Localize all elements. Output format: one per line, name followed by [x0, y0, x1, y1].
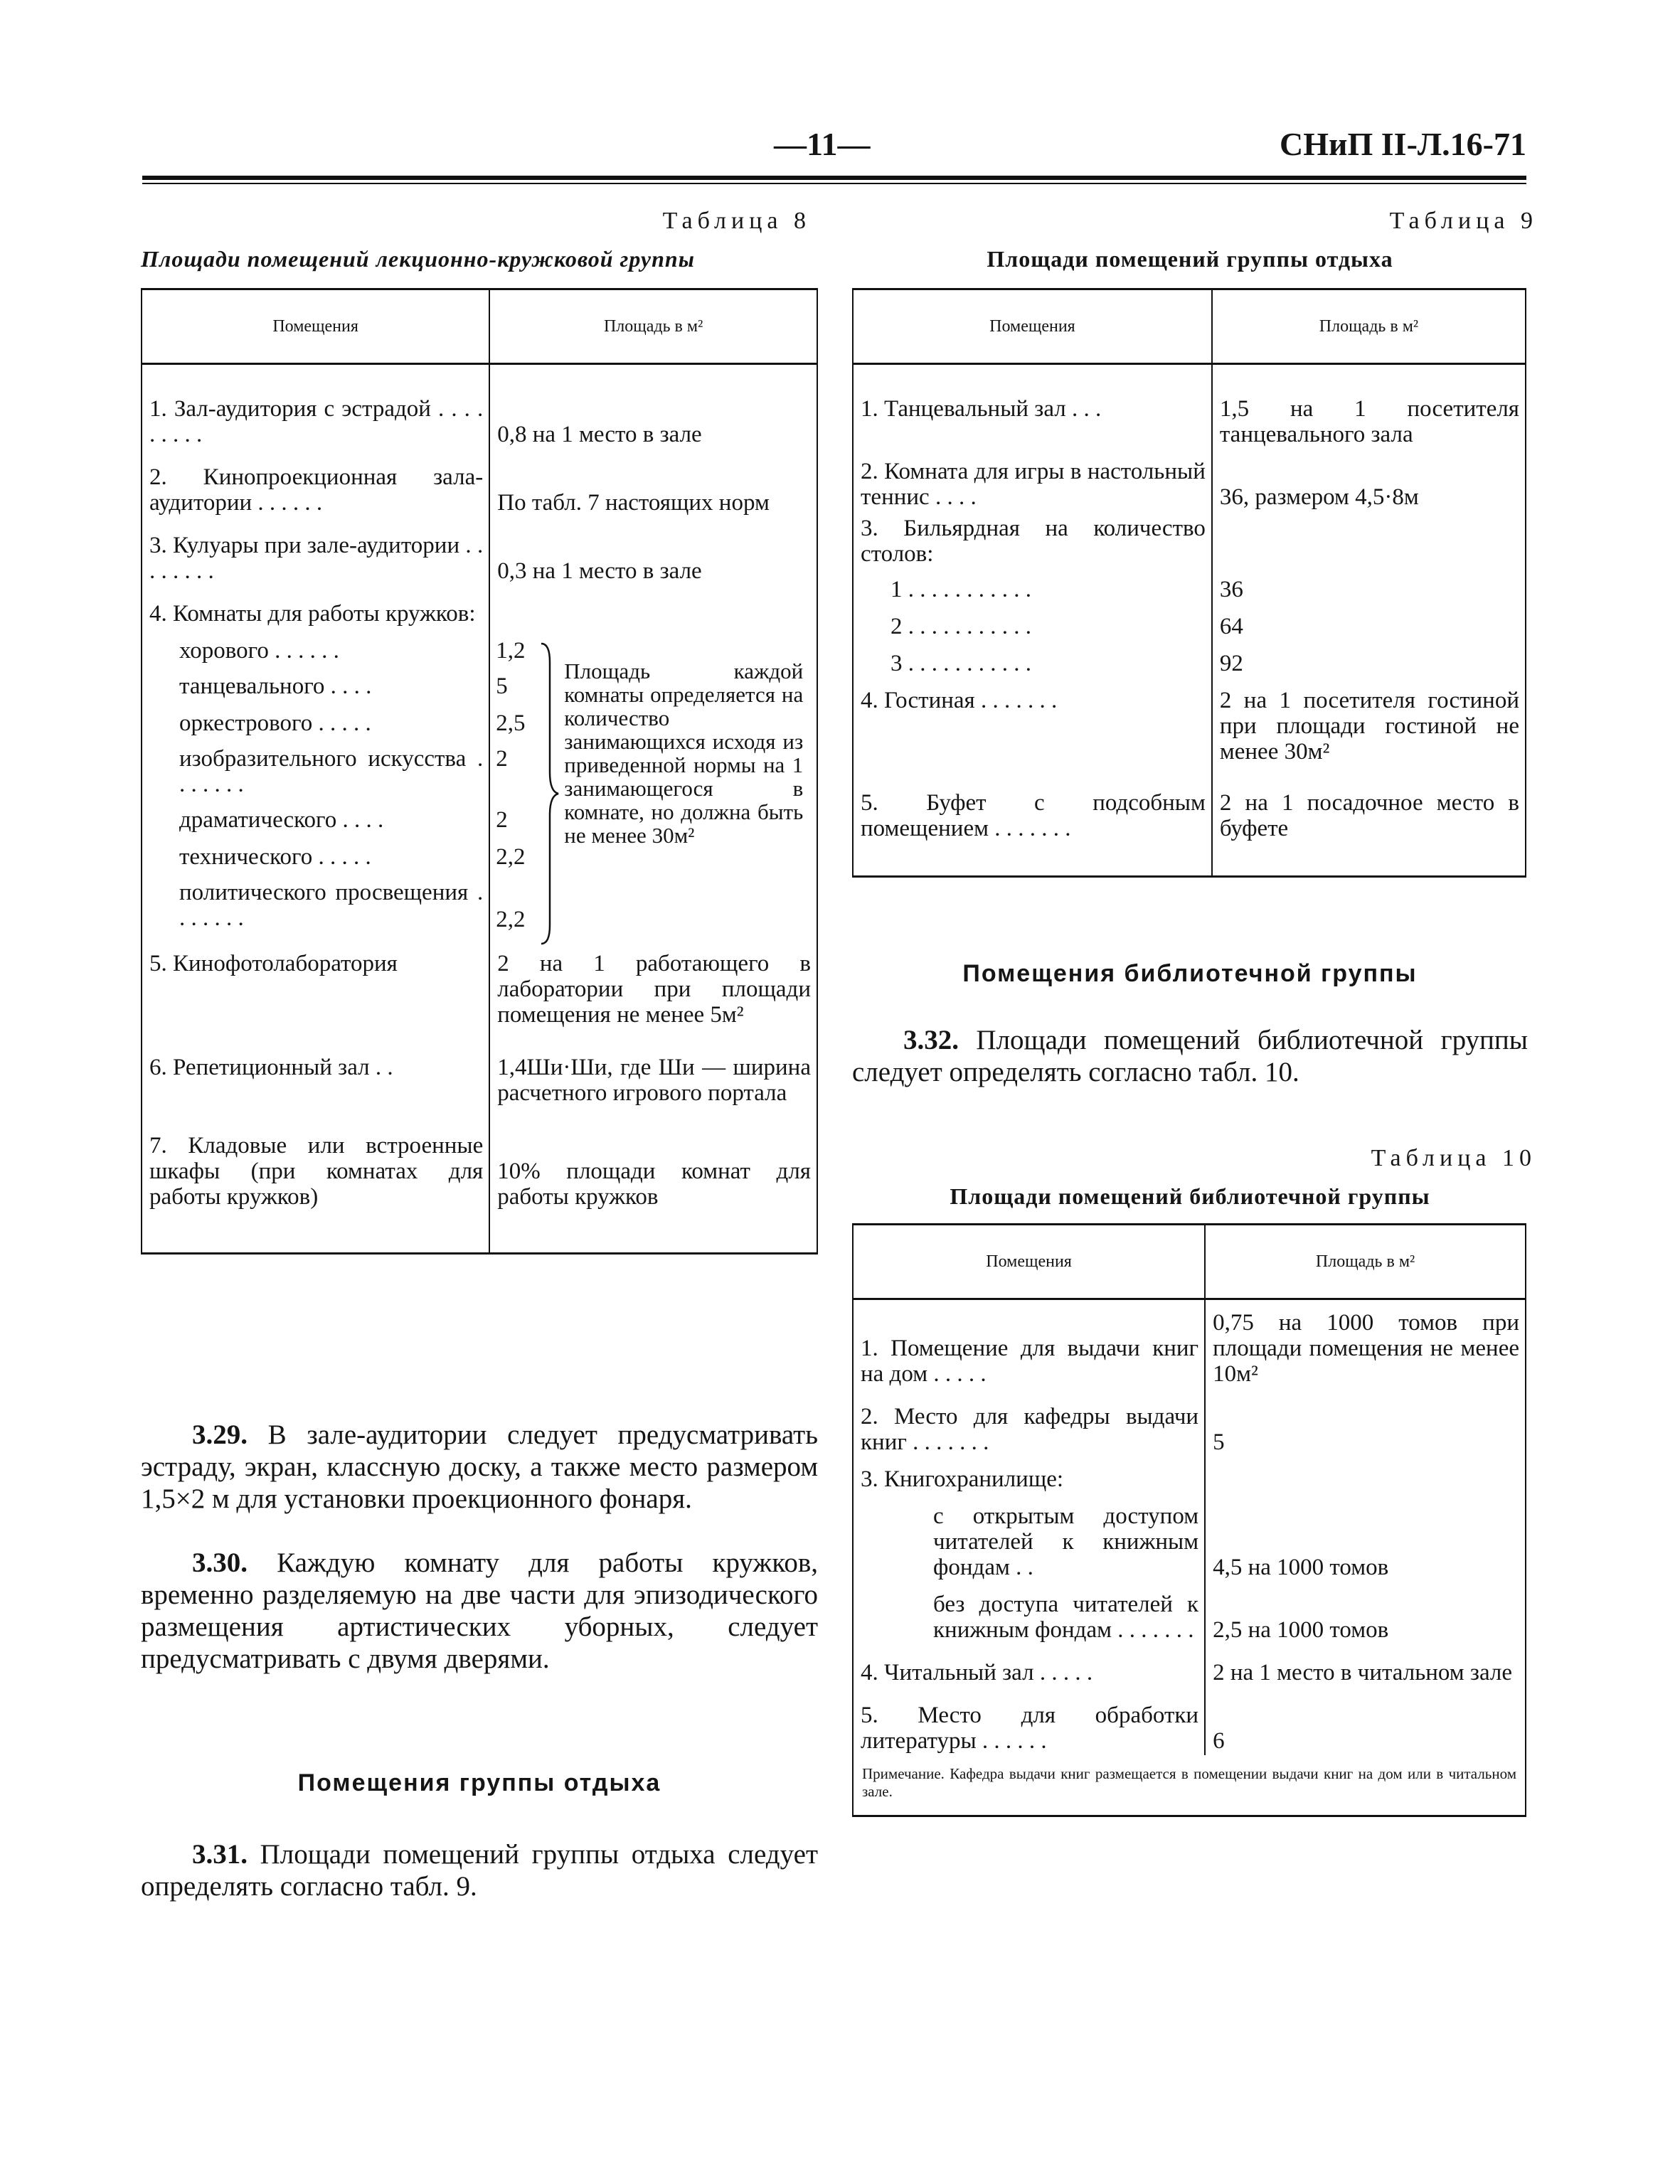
paragraph-text: Площади помещений библиотечной группы следует определять согласно табл. 10.	[852, 1025, 1528, 1087]
area-tanc: 5	[496, 673, 508, 699]
row-name: 3. Книгохранилище:	[853, 1456, 1205, 1493]
table10-title: Площади помещений библиотечной группы	[950, 1183, 1430, 1209]
table-row	[853, 766, 1526, 877]
table-row	[853, 1388, 1526, 1456]
table-row	[853, 511, 1526, 568]
paragraph-3-31	[141, 1838, 818, 1902]
table-row	[853, 1644, 1526, 1687]
table-row	[853, 1493, 1526, 1582]
table8-title: Площади помещений лекционно-кружковой группы	[141, 246, 695, 272]
row-name: 4. Читальный зал . . . . .	[853, 1644, 1205, 1687]
area-hor: 1,2	[496, 638, 526, 664]
row-area-group	[489, 628, 817, 941]
row-name-hor: хорового . . . . . .	[179, 638, 339, 664]
table-row	[142, 628, 817, 941]
table-row	[853, 1299, 1526, 1389]
table-row	[853, 1456, 1526, 1493]
area-polit: 2,2	[496, 907, 526, 932]
row-name: 5. Кинофотолаборатория	[142, 941, 489, 1029]
paragraph-text: Площади помещений группы отдыха следует определять согласно табл. 9.	[141, 1839, 818, 1902]
table8-header-area: Площадь в м²	[489, 289, 817, 364]
row-area: 92	[1219, 651, 1243, 676]
row-area: 10% площади комнат для работы кружков	[489, 1107, 817, 1254]
table8	[141, 288, 818, 1255]
table-row	[853, 604, 1526, 641]
row-area: 0,75 на 1000 томов при площади помещения не менее 10м²	[1213, 1310, 1519, 1387]
row-area: 64	[1219, 614, 1243, 639]
row-name: 2. Место для кафедры выдачи книг . . . . . . .	[853, 1388, 1205, 1456]
row-area: 4,5 на 1000 томов	[1213, 1555, 1389, 1580]
row-area: 2 на 1 работающего в лаборатории при площади помещения не менее 5м²	[497, 951, 811, 1028]
brace-note: Площадь каждой комнаты определяется на количество занимающихся исходя из приведенной нормы на 1 занимающегося в комнате, но должна быть не менее 30м²	[564, 659, 804, 848]
paragraph-number: 3.30.	[192, 1548, 248, 1578]
table10-note: Примечание. Кафедра выдачи книг размещается в помещении выдачи книг на дом или в читальном зале.	[853, 1755, 1526, 1816]
row-name: 3. Кулуары при зале-аудитории . . . . . . . .	[142, 517, 489, 585]
document-code: СНиП II-Л.16-71	[1280, 126, 1526, 162]
page-number: —11—	[774, 126, 871, 162]
table9-caption: Таблица 9	[1389, 208, 1538, 234]
table10-header-area: Площадь в м²	[1205, 1225, 1526, 1299]
row-name: 2 . . . . . . . . . . .	[853, 604, 1212, 641]
row-area: 36, размером 4,5·8м	[1219, 484, 1419, 510]
row-name: 4. Комнаты для работы кружков:	[142, 585, 489, 628]
area-orch: 2,5	[496, 710, 526, 736]
table-row	[853, 1755, 1526, 1816]
row-name: 2. Комната для игры в настольный теннис . . . .	[853, 449, 1212, 511]
row-area: 5	[1213, 1429, 1225, 1455]
row-name: 1 . . . . . . . . . . .	[853, 568, 1212, 604]
table-row	[853, 449, 1526, 511]
section-heading-rest: Помещения группы отдыха	[297, 1769, 661, 1796]
table-row	[142, 1029, 817, 1107]
row-area: 2 на 1 посетителя гостиной при площади гостиной не менее 30м²	[1219, 688, 1519, 765]
paragraph-3-29	[141, 1419, 818, 1515]
header-rule	[142, 176, 1526, 180]
row-name: 2. Кинопроекционная зала-аудитории . . . . . .	[142, 449, 489, 517]
paragraph-3-32	[852, 1024, 1528, 1088]
row-area: 2 на 1 место в читальном зале	[1213, 1660, 1513, 1685]
table-row	[142, 585, 817, 628]
table10	[852, 1223, 1526, 1817]
header-rule-thin	[142, 183, 1526, 184]
row-area: 1,4Ши·Ши, где Ши — ширина расчетного игрового портала	[497, 1055, 811, 1106]
table-row	[853, 364, 1526, 449]
row-area: По табл. 7 настоящих норм	[497, 490, 770, 516]
row-name-orch: оркестрового . . . . .	[179, 710, 371, 736]
row-name: 5. Буфет с подсобным помещением . . . . . . .	[853, 766, 1212, 877]
table-row	[142, 364, 817, 449]
row-name: 5. Место для обработки литературы . . . . . .	[853, 1687, 1205, 1755]
row-area: 0,8 на 1 место в зале	[497, 422, 702, 447]
row-name-dram: драматического . . . .	[179, 807, 384, 833]
paragraph-number: 3.29.	[192, 1419, 248, 1450]
table10-header-rooms: Помещения	[853, 1225, 1205, 1299]
table8-header-rooms: Помещения	[142, 289, 489, 364]
row-name: 3. Бильярдная на количество столов:	[853, 511, 1212, 568]
row-name	[142, 628, 489, 941]
table-row	[853, 678, 1526, 766]
row-area	[489, 585, 817, 628]
row-area: 2,5 на 1000 томов	[1213, 1617, 1389, 1643]
row-area: 36	[1219, 577, 1243, 602]
table10-caption: Таблица 10	[1371, 1145, 1536, 1171]
row-name-polit: политического просвещения . . . . . . .	[179, 880, 484, 931]
area-tech: 2,2	[496, 844, 526, 870]
table-row	[853, 1582, 1526, 1644]
row-area: 6	[1213, 1728, 1225, 1754]
table9	[852, 288, 1526, 878]
row-name-tanc: танцевального . . . .	[179, 673, 372, 699]
paragraph-text: Каждую комнату для работы кружков, временно разделяемую на две части для эпизодического размещения артистических уборных, следует предусматривать с двумя дверями.	[141, 1548, 818, 1674]
row-name: без доступа читателей к книжным фондам . . . . . . .	[853, 1582, 1205, 1644]
table9-header-area: Площадь в м²	[1212, 289, 1526, 364]
paragraph-number: 3.32.	[903, 1025, 959, 1055]
section-heading-library: Помещения библиотечной группы	[962, 960, 1418, 987]
brace-icon	[538, 641, 560, 947]
row-name-izo: изобразительного искусства . . . . . . .	[179, 746, 484, 797]
table-row	[853, 1687, 1526, 1755]
paragraph-number: 3.31.	[192, 1839, 248, 1870]
row-area	[1212, 511, 1526, 568]
paragraph-text: В зале-аудитории следует предусматривать эстраду, экран, классную доску, а также место размером 1,5×2 м для установки проекционного фонаря.	[141, 1419, 818, 1514]
paragraph-3-30	[141, 1547, 818, 1675]
row-name: 1. Танцевальный зал . . .	[853, 364, 1212, 449]
table-row	[142, 449, 817, 517]
row-name: с открытым доступом читателей к книжным фондам . .	[853, 1493, 1205, 1582]
table8-caption: Таблица 8	[662, 208, 811, 234]
table-row	[853, 641, 1526, 678]
row-name: 4. Гостиная . . . . . . .	[853, 678, 1212, 766]
table-row	[142, 1107, 817, 1254]
table-row	[853, 568, 1526, 604]
row-area: 1,5 на 1 посетителя танцевального зала	[1219, 396, 1519, 447]
area-dram: 2	[496, 807, 508, 833]
row-area: 0,3 на 1 место в зале	[497, 558, 702, 584]
row-area: 2 на 1 посадочное место в буфете	[1212, 766, 1526, 877]
area-izo: 2	[496, 746, 508, 772]
row-area	[1205, 1456, 1526, 1493]
row-name: 1. Помещение для выдачи книг на дом . . . . .	[853, 1299, 1205, 1389]
row-name: 7. Кладовые или встроенные шкафы (при комнатах для работы кружков)	[142, 1107, 489, 1254]
row-name: 3 . . . . . . . . . . .	[853, 641, 1212, 678]
row-name: 1. Зал-аудитория с эстрадой . . . . . . . . .	[142, 364, 489, 449]
table9-title: Площади помещений группы отдыха	[987, 246, 1393, 272]
table-row	[142, 941, 817, 1029]
row-name: 6. Репетиционный зал . .	[142, 1029, 489, 1107]
row-name-tech: технического . . . . .	[179, 844, 371, 870]
table-row	[142, 517, 817, 585]
table9-header-rooms: Помещения	[853, 289, 1212, 364]
